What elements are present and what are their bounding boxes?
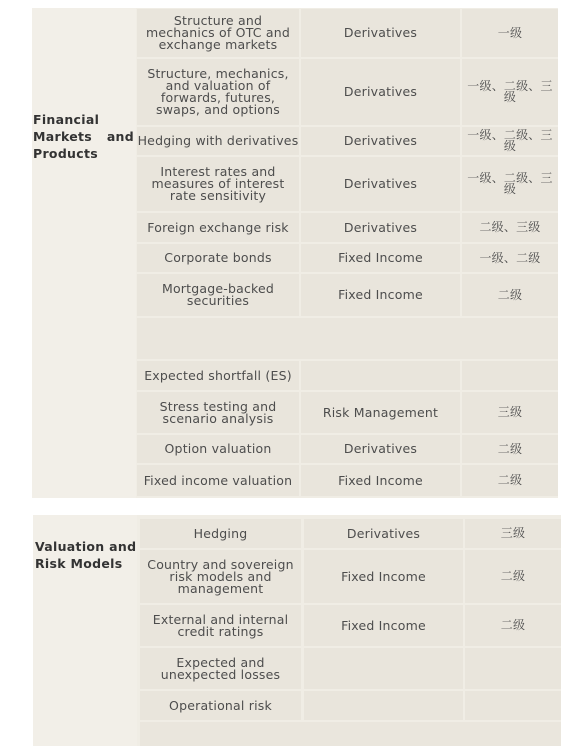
- level-cell: 二级: [462, 465, 558, 496]
- subject-cell: [304, 648, 463, 689]
- level-cell: 一级、二级: [462, 244, 558, 272]
- topic-cell: Stress testing and scenario analysis: [137, 392, 299, 433]
- subject-cell: [301, 361, 460, 390]
- subject-cell: Derivatives: [301, 127, 460, 155]
- level-cell: 一级、二级、三级: [462, 127, 558, 155]
- subject-cell: Derivatives: [301, 157, 460, 211]
- topic-cell: Operational risk: [140, 691, 301, 720]
- subject-cell: Risk Management: [301, 392, 460, 433]
- empty-row: [140, 722, 561, 746]
- subject-cell: Derivatives: [304, 519, 463, 548]
- category-cell-empty: [32, 342, 136, 498]
- level-cell: [462, 361, 558, 390]
- level-cell: 三级: [465, 519, 561, 548]
- category-label-valuation: [35, 538, 139, 572]
- topic-cell: Expected shortfall (ES): [137, 361, 299, 390]
- category-line-3: Products: [33, 146, 98, 161]
- subject-cell: Fixed Income: [301, 274, 460, 316]
- topic-cell: Structure, mechanics, and valuation of forwards, futures, swaps, and options: [137, 59, 299, 125]
- category-cell-financial-markets: [32, 8, 136, 342]
- topic-cell: Fixed income valuation: [137, 465, 299, 496]
- level-cell: 二级: [465, 550, 561, 603]
- category-line-2b: and: [106, 129, 134, 144]
- topic-cell: Hedging: [140, 519, 301, 548]
- empty-row: [137, 318, 558, 342]
- level-cell: 二级、三级: [462, 213, 558, 242]
- empty-row: [137, 342, 558, 359]
- topic-cell: Expected and unexpected losses: [140, 648, 301, 689]
- level-cell: 一级、二级、三级: [462, 157, 558, 211]
- level-cell: 三级: [462, 392, 558, 433]
- level-cell: 二级: [462, 274, 558, 316]
- level-cell: [465, 648, 561, 689]
- topic-cell: Corporate bonds: [137, 244, 299, 272]
- topic-cell: Structure and mechanics of OTC and exchange markets: [137, 9, 299, 57]
- level-cell: 二级: [465, 605, 561, 646]
- level-cell: [465, 691, 561, 720]
- level-cell: 一级: [462, 9, 558, 57]
- topic-cell: Foreign exchange risk: [137, 213, 299, 242]
- subject-cell: Fixed Income: [301, 244, 460, 272]
- subject-cell: Fixed Income: [301, 465, 460, 496]
- subject-cell: Fixed Income: [304, 550, 463, 603]
- category-label-financial-markets: [33, 111, 134, 162]
- category-line-2a: Markets: [33, 129, 93, 144]
- topic-cell: Country and sovereign risk models and management: [140, 550, 301, 603]
- subject-cell: Derivatives: [301, 59, 460, 125]
- level-cell: 二级: [462, 435, 558, 463]
- subject-cell: Fixed Income: [304, 605, 463, 646]
- category-line-2: Risk Models: [35, 556, 123, 571]
- subject-cell: Derivatives: [301, 9, 460, 57]
- subject-cell: [304, 691, 463, 720]
- category-line-1: Financial: [33, 112, 100, 127]
- topic-cell: Option valuation: [137, 435, 299, 463]
- topic-cell: External and internal credit ratings: [140, 605, 301, 646]
- topic-cell: Interest rates and measures of interest rate sensitivity: [137, 157, 299, 211]
- subject-cell: Derivatives: [301, 435, 460, 463]
- topic-cell: Mortgage-backed securities: [137, 274, 299, 316]
- subject-cell: Derivatives: [301, 213, 460, 242]
- topic-cell: Hedging with derivatives: [137, 127, 299, 155]
- level-cell: 一级、二级、三级: [462, 59, 558, 125]
- category-line-1: Valuation and: [35, 539, 137, 554]
